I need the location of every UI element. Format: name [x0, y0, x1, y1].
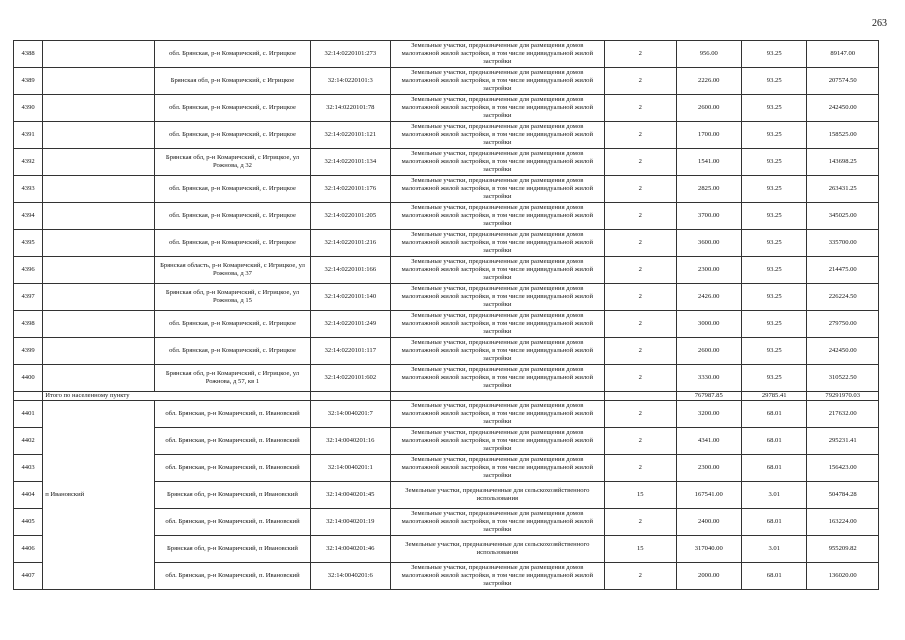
value-cell: 279750.00 — [807, 311, 879, 338]
total-cad-cell — [311, 392, 391, 401]
rate-cell: 93.25 — [742, 149, 807, 176]
address-cell: обл. Брянская, р-н Комаричский, с. Игрицкое — [154, 122, 310, 149]
row-number: 4398 — [14, 311, 43, 338]
cadastral-number: 32:14:0220101:3 — [311, 68, 391, 95]
total-code-cell — [605, 392, 676, 401]
cadastral-number: 32:14:0040201:19 — [311, 509, 391, 536]
row-number: 4406 — [14, 536, 43, 563]
land-use-cell: Земельные участки, предназначенные для размещения домов малоэтажной жилой застройки, в том числе индивидуальной жилой застройки — [390, 401, 604, 428]
use-code: 15 — [605, 536, 676, 563]
area-cell: 317040.00 — [676, 536, 741, 563]
area-cell: 2825.00 — [676, 176, 741, 203]
land-use-cell: Земельные участки, предназначенные для размещения домов малоэтажной жилой застройки, в том числе индивидуальной жилой застройки — [390, 68, 604, 95]
use-code: 15 — [605, 482, 676, 509]
table-row — [14, 230, 879, 257]
cadastral-number: 32:14:0220101:140 — [311, 284, 391, 311]
rate-cell: 93.25 — [742, 257, 807, 284]
table-row — [14, 311, 879, 338]
page-number: 263 — [872, 18, 887, 29]
value-cell: 214475.00 — [807, 257, 879, 284]
land-use-cell: Земельные участки, предназначенные для размещения домов малоэтажной жилой застройки, в том числе индивидуальной жилой застройки — [390, 41, 604, 68]
land-use-cell: Земельные участки, предназначенные для сельскохозяйственного использования — [390, 536, 604, 563]
settlement-cell — [43, 95, 155, 122]
land-use-cell: Земельные участки, предназначенные для размещения домов малоэтажной жилой застройки, в том числе индивидуальной жилой застройки — [390, 203, 604, 230]
row-number: 4390 — [14, 95, 43, 122]
table-row — [14, 95, 879, 122]
table-row — [14, 365, 879, 392]
value-cell: 310522.50 — [807, 365, 879, 392]
area-cell: 3000.00 — [676, 311, 741, 338]
row-number: 4397 — [14, 284, 43, 311]
address-cell: обл. Брянская, р-н Комаричский, с. Игрицкое — [154, 41, 310, 68]
row-number: 4393 — [14, 176, 43, 203]
land-use-cell: Земельные участки, предназначенные для размещения домов малоэтажной жилой застройки, в том числе индивидуальной жилой застройки — [390, 176, 604, 203]
area-cell: 2000.00 — [676, 563, 741, 590]
address-cell: обл. Брянская, р-н Комаричский, с. Игрицкое — [154, 338, 310, 365]
table-row — [14, 203, 879, 230]
settlement-cell — [43, 311, 155, 338]
value-cell: 217632.00 — [807, 401, 879, 428]
table-row — [14, 122, 879, 149]
address-cell: обл. Брянская, р-н Комаричский, с. Игрицкое — [154, 203, 310, 230]
cadastral-number: 32:14:0040201:16 — [311, 428, 391, 455]
land-use-cell: Земельные участки, предназначенные для размещения домов малоэтажной жилой застройки, в том числе индивидуальной жилой застройки — [390, 122, 604, 149]
cadastral-number: 32:14:0040201:46 — [311, 536, 391, 563]
table-row — [14, 401, 879, 428]
use-code: 2 — [605, 401, 676, 428]
value-cell: 143698.25 — [807, 149, 879, 176]
use-code: 2 — [605, 176, 676, 203]
table-row — [14, 284, 879, 311]
rate-cell: 93.25 — [742, 365, 807, 392]
table-row — [14, 176, 879, 203]
use-code: 2 — [605, 257, 676, 284]
land-use-cell: Земельные участки, предназначенные для размещения домов малоэтажной жилой застройки, в том числе индивидуальной жилой застройки — [390, 428, 604, 455]
row-number: 4400 — [14, 365, 43, 392]
settlement-cell — [43, 68, 155, 95]
land-use-cell: Земельные участки, предназначенные для размещения домов малоэтажной жилой застройки, в том числе индивидуальной жилой застройки — [390, 311, 604, 338]
value-cell: 335700.00 — [807, 230, 879, 257]
cadastral-number: 32:14:0220101:249 — [311, 311, 391, 338]
area-cell: 2600.00 — [676, 338, 741, 365]
area-cell: 2426.00 — [676, 284, 741, 311]
row-number: 4394 — [14, 203, 43, 230]
row-number: 4388 — [14, 41, 43, 68]
area-cell: 2400.00 — [676, 509, 741, 536]
land-use-cell: Земельные участки, предназначенные для размещения домов малоэтажной жилой застройки, в том числе индивидуальной жилой застройки — [390, 149, 604, 176]
value-cell: 263431.25 — [807, 176, 879, 203]
rate-cell: 68.01 — [742, 455, 807, 482]
land-use-cell: Земельные участки, предназначенные для размещения домов малоэтажной жилой застройки, в том числе индивидуальной жилой застройки — [390, 365, 604, 392]
use-code: 2 — [605, 230, 676, 257]
address-cell: Брянская обл, р-н Комаричский, с Игрицкое — [154, 68, 310, 95]
land-use-cell: Земельные участки, предназначенные для размещения домов малоэтажной жилой застройки, в том числе индивидуальной жилой застройки — [390, 509, 604, 536]
rate-cell: 93.25 — [742, 230, 807, 257]
land-use-cell: Земельные участки, предназначенные для сельскохозяйственного использования — [390, 482, 604, 509]
cadastral-number: 32:14:0220101:121 — [311, 122, 391, 149]
area-cell: 2226.00 — [676, 68, 741, 95]
rate-cell: 93.25 — [742, 311, 807, 338]
rate-cell: 3.01 — [742, 482, 807, 509]
value-cell: 163224.00 — [807, 509, 879, 536]
area-cell: 4341.00 — [676, 428, 741, 455]
table-row — [14, 338, 879, 365]
area-cell: 956.00 — [676, 41, 741, 68]
row-number: 4395 — [14, 230, 43, 257]
row-number: 4399 — [14, 338, 43, 365]
use-code: 2 — [605, 455, 676, 482]
land-use-cell: Земельные участки, предназначенные для размещения домов малоэтажной жилой застройки, в том числе индивидуальной жилой застройки — [390, 257, 604, 284]
value-cell: 242450.00 — [807, 95, 879, 122]
cadastral-number: 32:14:0220101:176 — [311, 176, 391, 203]
row-number: 4407 — [14, 563, 43, 590]
land-use-cell: Земельные участки, предназначенные для размещения домов малоэтажной жилой застройки, в том числе индивидуальной жилой застройки — [390, 230, 604, 257]
cadastral-number: 32:14:0220101:205 — [311, 203, 391, 230]
settlement-cell — [43, 284, 155, 311]
rate-cell: 68.01 — [742, 428, 807, 455]
cadastral-number: 32:14:0040201:6 — [311, 563, 391, 590]
rate-cell: 93.25 — [742, 122, 807, 149]
address-cell: обл. Брянская, р-н Комаричский, с. Игрицкое — [154, 176, 310, 203]
table-row — [14, 41, 879, 68]
row-number: 4402 — [14, 428, 43, 455]
rate-cell: 93.25 — [742, 284, 807, 311]
cadastral-number: 32:14:0040201:45 — [311, 482, 391, 509]
cadastral-number: 32:14:0220101:117 — [311, 338, 391, 365]
table-row — [14, 149, 879, 176]
address-cell: Брянская обл, р-н Комаричский, п Ивановский — [154, 482, 310, 509]
use-code: 2 — [605, 284, 676, 311]
settlement-cell — [43, 230, 155, 257]
area-cell: 3700.00 — [676, 203, 741, 230]
area-cell: 3200.00 — [676, 401, 741, 428]
rate-cell: 68.01 — [742, 509, 807, 536]
settlement-name: п Ивановский — [43, 401, 155, 590]
address-cell: Брянская область, р-н Комаричский, с Игрицкое, ул Рожнова, д 37 — [154, 257, 310, 284]
address-cell: обл. Брянская, р-н Комаричский, п. Ивановский — [154, 455, 310, 482]
total-num-cell — [14, 392, 43, 401]
value-cell: 156423.00 — [807, 455, 879, 482]
use-code: 2 — [605, 428, 676, 455]
table-row — [14, 257, 879, 284]
row-number: 4389 — [14, 68, 43, 95]
settlement-cell — [43, 365, 155, 392]
rate-cell: 93.25 — [742, 95, 807, 122]
row-number: 4403 — [14, 455, 43, 482]
cadastral-number: 32:14:0220101:78 — [311, 95, 391, 122]
value-cell: 136020.00 — [807, 563, 879, 590]
address-cell: Брянская обл, р-н Комаричский, с Игрицкое, ул Рожнова, д 32 — [154, 149, 310, 176]
cadastral-number: 32:14:0220101:166 — [311, 257, 391, 284]
row-number: 4404 — [14, 482, 43, 509]
land-use-cell: Земельные участки, предназначенные для размещения домов малоэтажной жилой застройки, в том числе индивидуальной жилой застройки — [390, 95, 604, 122]
rate-cell: 93.25 — [742, 338, 807, 365]
use-code: 2 — [605, 122, 676, 149]
area-cell: 3330.00 — [676, 365, 741, 392]
total-area: 767987.85 — [676, 392, 741, 401]
area-cell: 2300.00 — [676, 257, 741, 284]
use-code: 2 — [605, 311, 676, 338]
address-cell: обл. Брянская, р-н Комаричский, п. Ивановский — [154, 428, 310, 455]
cadastral-number: 32:14:0040201:7 — [311, 401, 391, 428]
use-code: 2 — [605, 365, 676, 392]
settlement-cell — [43, 176, 155, 203]
rate-cell: 68.01 — [742, 401, 807, 428]
cadastral-number: 32:14:0220101:602 — [311, 365, 391, 392]
use-code: 2 — [605, 338, 676, 365]
value-cell: 295231.41 — [807, 428, 879, 455]
row-number: 4401 — [14, 401, 43, 428]
address-cell: Брянская обл, р-н Комаричский, с Игрицкое, ул Рожнова, д 57, кв 1 — [154, 365, 310, 392]
value-cell: 207574.50 — [807, 68, 879, 95]
rate-cell: 68.01 — [742, 563, 807, 590]
use-code: 2 — [605, 41, 676, 68]
settlement-cell — [43, 257, 155, 284]
rate-cell: 93.25 — [742, 41, 807, 68]
row-number: 4396 — [14, 257, 43, 284]
address-cell: обл. Брянская, р-н Комаричский, п. Ивановский — [154, 509, 310, 536]
address-cell: обл. Брянская, р-н Комаричский, с. Игрицкое — [154, 230, 310, 257]
row-number: 4391 — [14, 122, 43, 149]
address-cell: обл. Брянская, р-н Комаричский, п. Ивановский — [154, 401, 310, 428]
row-number: 4405 — [14, 509, 43, 536]
use-code: 2 — [605, 68, 676, 95]
value-cell: 158525.00 — [807, 122, 879, 149]
area-cell: 1541.00 — [676, 149, 741, 176]
address-cell: Брянская обл, р-н Комаричский, с Игрицкое, ул Рожнова, д 15 — [154, 284, 310, 311]
settlement-cell — [43, 338, 155, 365]
value-cell: 89147.00 — [807, 41, 879, 68]
land-use-cell: Земельные участки, предназначенные для размещения домов малоэтажной жилой застройки, в том числе индивидуальной жилой застройки — [390, 284, 604, 311]
rate-cell: 3.01 — [742, 536, 807, 563]
value-cell: 242450.00 — [807, 338, 879, 365]
use-code: 2 — [605, 563, 676, 590]
address-cell: обл. Брянская, р-н Комаричский, с. Игрицкое — [154, 311, 310, 338]
area-cell: 3600.00 — [676, 230, 741, 257]
area-cell: 2600.00 — [676, 95, 741, 122]
land-use-cell: Земельные участки, предназначенные для размещения домов малоэтажной жилой застройки, в том числе индивидуальной жилой застройки — [390, 338, 604, 365]
value-cell: 226224.50 — [807, 284, 879, 311]
value-cell: 345025.00 — [807, 203, 879, 230]
land-registry-table — [13, 40, 879, 590]
cadastral-number: 32:14:0220101:216 — [311, 230, 391, 257]
row-number: 4392 — [14, 149, 43, 176]
settlement-cell — [43, 149, 155, 176]
use-code: 2 — [605, 95, 676, 122]
total-label: Итого по населенному пункту — [43, 392, 311, 401]
address-cell: обл. Брянская, р-н Комаричский, с. Игрицкое — [154, 95, 310, 122]
value-cell: 504784.28 — [807, 482, 879, 509]
area-cell: 1700.00 — [676, 122, 741, 149]
area-cell: 2300.00 — [676, 455, 741, 482]
settlement-cell — [43, 122, 155, 149]
use-code: 2 — [605, 203, 676, 230]
rate-cell: 93.25 — [742, 203, 807, 230]
land-use-cell: Земельные участки, предназначенные для размещения домов малоэтажной жилой застройки, в том числе индивидуальной жилой застройки — [390, 563, 604, 590]
value-cell: 955209.82 — [807, 536, 879, 563]
address-cell: Брянская обл, р-н Комаричский, п Ивановский — [154, 536, 310, 563]
cadastral-number: 32:14:0220101:134 — [311, 149, 391, 176]
settlement-cell — [43, 203, 155, 230]
settlement-cell — [43, 41, 155, 68]
total-use-cell — [390, 392, 604, 401]
total-row — [14, 392, 879, 401]
address-cell: обл. Брянская, р-н Комаричский, п. Ивановский — [154, 563, 310, 590]
cadastral-number: 32:14:0220101:273 — [311, 41, 391, 68]
area-cell: 167541.00 — [676, 482, 741, 509]
total-rate: 29785.41 — [742, 392, 807, 401]
use-code: 2 — [605, 149, 676, 176]
rate-cell: 93.25 — [742, 68, 807, 95]
land-use-cell: Земельные участки, предназначенные для размещения домов малоэтажной жилой застройки, в том числе индивидуальной жилой застройки — [390, 455, 604, 482]
use-code: 2 — [605, 509, 676, 536]
rate-cell: 93.25 — [742, 176, 807, 203]
table-row — [14, 68, 879, 95]
total-value: 79291970.03 — [807, 392, 879, 401]
cadastral-number: 32:14:0040201:1 — [311, 455, 391, 482]
